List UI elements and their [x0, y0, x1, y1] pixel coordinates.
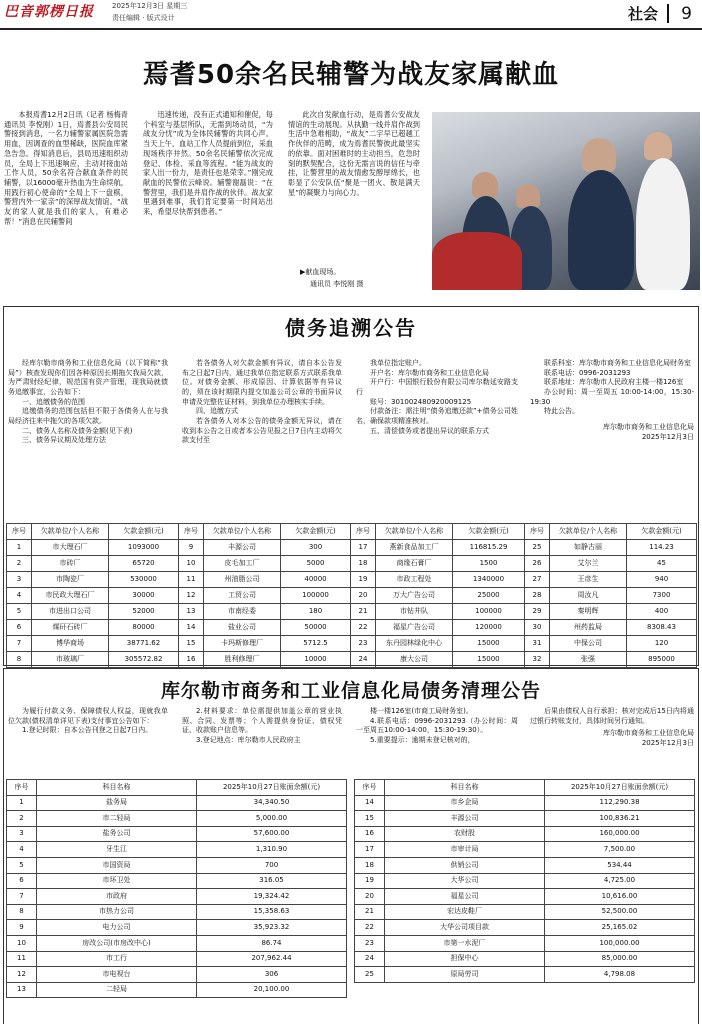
column-header: 序号: [355, 780, 385, 796]
notice2-column-1: [8, 707, 168, 775]
notice1-column-4: [530, 359, 694, 519]
notice-date: 2025年12月3日: [641, 432, 694, 441]
notice-paragraph: 1.登记时限：自本公告刊登之日起7日内。: [22, 726, 153, 735]
row-number: 13: [7, 982, 37, 998]
notice-paragraph: 五、清偿债务或者提出异议的联系方式: [370, 426, 489, 435]
row-number: 20: [351, 588, 376, 604]
debt-amount: 7300: [627, 588, 697, 604]
row-number: 26: [525, 556, 550, 572]
account-name: 市工行: [37, 951, 197, 967]
table-row: [7, 652, 697, 668]
debtor-name: 康大公司: [376, 652, 453, 668]
row-number: 17: [355, 842, 385, 858]
debtor-name: 市民政大理石厂: [32, 588, 109, 604]
account-name: 丰源公司: [385, 811, 545, 827]
row-number: 17: [351, 540, 376, 556]
row-number: 20: [355, 889, 385, 905]
notice-paragraph: 联系地址：库尔勒市人民政府主楼一楼126室: [544, 378, 684, 387]
row-number: 3: [7, 572, 32, 588]
notice-paragraph: 追缴债务的范围包括但不限于各债务人在与我局经济往来中拖欠的各项欠款。: [8, 407, 168, 425]
notice2-column-4: [530, 707, 694, 775]
notice-signature: 库尔勒市商务和工业信息化局: [603, 729, 694, 738]
balance-amount: 112,290.38: [545, 795, 695, 811]
table-row: [7, 873, 347, 889]
row-number: 28: [525, 588, 550, 604]
debt-amount: 15000: [453, 636, 525, 652]
account-name: 市环卫处: [37, 873, 197, 889]
debt-clearance-notice: [3, 668, 699, 1024]
debt-amount: 80000: [109, 620, 179, 636]
row-number: 27: [525, 572, 550, 588]
article-paragraph: 本报焉耆12月2日讯（记者 杨梅青 通讯员 李悦刚）1日，焉耆县公安局民警接到消息，一名力辅警家属医院急需用血，因调查的血型稀缺，医院血库紧急告急。得知消息后，县局迅速组织动员，全局上下迅速响应，主动对接血站工作人员，50余名符合献血条件的民辅警，以16000毫升热血为生命续航，用践行初心使命的“全局上下一盘棋，警营内外一家亲”的深厚战友情谊。“战友的家人就是我们的家人，有难必帮！”消息在民辅警间: [4, 110, 128, 226]
row-number: 8: [7, 904, 37, 920]
column-header: 欠款金额(元): [453, 524, 525, 540]
row-number: 2: [7, 811, 37, 827]
row-number: 4: [7, 842, 37, 858]
debtor-name: 如静古丽: [550, 540, 627, 556]
balance-amount: 534.44: [545, 857, 695, 873]
account-name: 原局劳司: [385, 967, 545, 983]
balance-amount: 57,600.00: [197, 826, 347, 842]
notice-signature: 库尔勒市商务和工业信息化局: [603, 422, 694, 431]
row-number: 22: [355, 920, 385, 936]
column-header: 欠款单位/个人名称: [550, 524, 627, 540]
balance-amount: 306: [197, 967, 347, 983]
notice-paragraph: 楼一楼126室(市商工局财务室)。: [370, 707, 473, 715]
debt-table: [6, 523, 697, 668]
article-paragraph: 迅速传递，没有正式通知和催促，每个科室与基层所队，无需到场动员，“为战友分忧”成为全体民辅警的共同心声。当天上午，血站工作人员提前到位，采血现场秩序井然。50余名民辅警依次完成登记、体检、采血等流程。“能为战友的家人出一份力，是责任也是荣幸。”刚完成献血的民警依云峰说。辅警谢磊说：“在警营里，我们是并肩作战的伙伴。战友家里遇到难事，我们肯定要第一时间站出来，希望尽快帮到患者。”: [143, 110, 273, 217]
table-header-row: [7, 780, 347, 796]
balance-amount: 5,000.00: [197, 811, 347, 827]
article-column-2: [143, 110, 273, 305]
debt-amount: 120: [627, 636, 697, 652]
column-header: 2025年10月27日账面余额(元): [197, 780, 347, 796]
debtor-name: 王彦生: [550, 572, 627, 588]
account-name: 担保中心: [385, 951, 545, 967]
notice-paragraph: 我单位指定账户。: [370, 359, 426, 367]
debt-amount: 8308.43: [627, 620, 697, 636]
debtor-name: 市南经委: [204, 604, 281, 620]
row-number: 18: [351, 556, 376, 572]
table-row: [7, 811, 347, 827]
debtor-name: 商缘石膏厂: [376, 556, 453, 572]
debt-amount: 40000: [281, 572, 351, 588]
table-row: [355, 811, 695, 827]
row-number: 4: [7, 588, 32, 604]
account-name: 供销公司: [385, 857, 545, 873]
row-number: 25: [355, 967, 385, 983]
debt-amount: 116815.29: [453, 540, 525, 556]
debtor-name: 卡玛斯修理厂: [204, 636, 281, 652]
balance-amount: 52,500.00: [545, 904, 695, 920]
account-name: 盐务公司: [37, 826, 197, 842]
balance-amount: 15,358.63: [197, 904, 347, 920]
table-row: [355, 842, 695, 858]
photo-figure: [636, 158, 690, 290]
row-number: 12: [7, 967, 37, 983]
notice-paragraph: 5.重要提示：逾期未登记核对的，: [370, 735, 475, 744]
balance-amount: 1,310.90: [197, 842, 347, 858]
row-number: 23: [351, 636, 376, 652]
debtor-name: 市陶瓷厂: [32, 572, 109, 588]
notice-paragraph: 为履行付款义务、保障债权人权益，现就我单位欠款(债权清单详见下表)支付事宜公告如下：: [8, 707, 168, 725]
debtor-name: 煤矸石砖厂: [32, 620, 109, 636]
debtor-name: 秦明辉: [550, 604, 627, 620]
debtor-name: 州药监局: [550, 620, 627, 636]
account-name: 市政府: [37, 889, 197, 905]
debtor-name: 东丹园林绿化中心: [376, 636, 453, 652]
photo-figure: [582, 138, 616, 172]
row-number: 2: [7, 556, 32, 572]
account-name: 盐务局: [37, 795, 197, 811]
table-row: [7, 935, 347, 951]
column-header: 科目名称: [37, 780, 197, 796]
balance-amount: 4,798.08: [545, 967, 695, 983]
table-row: [7, 982, 347, 998]
debtor-name: 盐业公司: [204, 620, 281, 636]
row-number: 13: [179, 604, 204, 620]
account-name: 市二轻局: [37, 811, 197, 827]
column-header: 欠款单位/个人名称: [204, 524, 281, 540]
column-header: 欠款金额(元): [281, 524, 351, 540]
debt-amount: 65720: [109, 556, 179, 572]
row-number: 18: [355, 857, 385, 873]
notice-title: 库尔勒市商务和工业信息化局债务清理公告: [160, 680, 541, 702]
debt-amount: 400: [627, 604, 697, 620]
row-number: 14: [355, 795, 385, 811]
table-row: [355, 826, 695, 842]
notice-paragraph: 开户名：库尔勒市商务和工业信息化局: [370, 368, 489, 377]
column-header: 序号: [7, 780, 37, 796]
debt-amount: 940: [627, 572, 697, 588]
table-row: [7, 967, 347, 983]
table-row: [7, 826, 347, 842]
account-name: 二轻局: [37, 982, 197, 998]
debtor-name: 州油脂公司: [204, 572, 281, 588]
account-name: 大华公司: [385, 873, 545, 889]
row-number: 1: [7, 540, 32, 556]
debt-amount: 114.23: [627, 540, 697, 556]
photo-figure: [432, 232, 522, 290]
balance-amount: 100,000.00: [545, 935, 695, 951]
issue-date: 2025年12月3日 星期三: [112, 2, 188, 10]
row-number: 31: [525, 636, 550, 652]
table-row: [355, 951, 695, 967]
debt-amount: 50000: [281, 620, 351, 636]
balance-amount: 160,000.00: [545, 826, 695, 842]
table-row: [7, 572, 697, 588]
debtor-name: 市玻璃厂: [32, 652, 109, 668]
balance-amount: 85,000.00: [545, 951, 695, 967]
debt-amount: 1093000: [109, 540, 179, 556]
article-headline: 焉耆50余名民辅警为战友家属献血: [142, 60, 560, 90]
photo-figure: [568, 170, 634, 290]
column-header: 序号: [7, 524, 32, 540]
debtor-name: 市政工程处: [376, 572, 453, 588]
debtor-name: 燕新食品加工厂: [376, 540, 453, 556]
notice-paragraph: 3.登记地点：库尔勒市人民政府主: [196, 735, 301, 744]
row-number: 21: [355, 904, 385, 920]
row-number: 3: [7, 826, 37, 842]
account-name: 市审计局: [385, 842, 545, 858]
table-row: [7, 889, 347, 905]
row-number: 15: [179, 636, 204, 652]
balance-amount: 20,100.00: [197, 982, 347, 998]
table-row: [355, 935, 695, 951]
row-number: 8: [7, 652, 32, 668]
debt-amount: 100000: [453, 604, 525, 620]
account-name: 大华公司项目款: [385, 920, 545, 936]
notice-paragraph: 若各债务人对欠款金额有异议，请自本公告发布之日起7日内，通过我单位指定联系方式联系我单位。对债务金额、形成原因、计算依据等有异议的，须在该时期限内提交加盖公司公章的书面异议申请及完整佐证材料，到我单位办理核实手续。: [182, 359, 342, 406]
table-row: [7, 857, 347, 873]
row-number: 9: [7, 920, 37, 936]
column-header: 欠款单位/个人名称: [32, 524, 109, 540]
notice-paragraph: 三、债务异议期及处理方法: [22, 436, 106, 445]
balance-amount: 7,500.00: [545, 842, 695, 858]
photo-caption: ▶献血现场。: [300, 268, 341, 276]
notice-date: 2025年12月3日: [641, 738, 694, 747]
notice2-column-2: [182, 707, 342, 775]
row-number: 21: [351, 604, 376, 620]
debtor-name: 皮毛加工厂: [204, 556, 281, 572]
photo-figure: [472, 172, 498, 198]
row-number: 6: [7, 873, 37, 889]
notice-paragraph: 账号：301002480920009125: [370, 397, 472, 406]
table-row: [7, 540, 697, 556]
account-name: 市国资局: [37, 857, 197, 873]
row-number: 19: [351, 572, 376, 588]
debt-amount: 1500: [453, 556, 525, 572]
balance-table-right: [354, 779, 695, 983]
table-row: [355, 873, 695, 889]
balance-amount: 4,725.00: [545, 873, 695, 889]
debt-recovery-notice: [3, 306, 699, 666]
debt-amount: 30000: [109, 588, 179, 604]
debtor-name: 市砖厂: [32, 556, 109, 572]
notice-paragraph: 2.材料要求：单位需提供加盖公章的营业执照、合同、发票等；个人需提供身份证、债权凭证、收款账户信息等。: [182, 707, 342, 735]
table-row: [355, 889, 695, 905]
row-number: 1: [7, 795, 37, 811]
article-column-3: [288, 110, 420, 260]
column-header: 科目名称: [385, 780, 545, 796]
notice-paragraph: 4.联系电话：0996-2031293（办公时间：周一至周五10:00-14:00，15:30-19:30）。: [356, 716, 518, 735]
debt-amount: 305572.82: [109, 652, 179, 668]
row-number: 9: [179, 540, 204, 556]
notice-paragraph: 付款备注：需注明“债务追缴还款”+债务公司姓名，确保款项精准核对。: [356, 407, 518, 425]
notice-paragraph: 经库尔勒市商务和工业信息化局（以下简称“我局”）核查发现你们因各种原因长期拖欠我局欠款，为严肃财经纪律，规范国有资产管理，现我局就债务追缴事宜，公告如下：: [8, 359, 168, 396]
article-body: [0, 110, 430, 305]
table-row: [7, 556, 697, 572]
table-row: [7, 951, 347, 967]
debtor-name: 博华商场: [32, 636, 109, 652]
row-number: 16: [355, 826, 385, 842]
row-number: 24: [355, 951, 385, 967]
account-name: 市乡企局: [385, 795, 545, 811]
notice1-column-2: [182, 359, 342, 519]
table-row: [355, 904, 695, 920]
balance-amount: 35,923.32: [197, 920, 347, 936]
account-name: 福星公司: [385, 889, 545, 905]
row-number: 12: [179, 588, 204, 604]
account-name: 宏达皮鞋厂: [385, 904, 545, 920]
debt-amount: 5000: [281, 556, 351, 572]
row-number: 11: [7, 951, 37, 967]
column-header: 欠款单位/个人名称: [376, 524, 453, 540]
balance-amount: 207,962.44: [197, 951, 347, 967]
row-number: 32: [525, 652, 550, 668]
balance-amount: 700: [197, 857, 347, 873]
notice-paragraph: 联系科室：库尔勒市商务和工业信息化局财务室: [544, 359, 691, 367]
notice-paragraph: 办公时间：周一至周五 10:00-14:00，15:30-19:30: [530, 387, 694, 406]
debtor-name: 福星广告公司: [376, 620, 453, 636]
column-header: 2025年10月27日账面余额(元): [545, 780, 695, 796]
notice1-column-1: [8, 359, 168, 519]
notice-title: 债务追溯公告: [285, 316, 417, 340]
debtor-name: 丰源公司: [204, 540, 281, 556]
editor-line: 责任编辑 · 版式设计: [112, 14, 175, 22]
debtor-name: 周汝凡: [550, 588, 627, 604]
account-name: 市第一水泥厂: [385, 935, 545, 951]
row-number: 5: [7, 604, 32, 620]
table-row: [355, 967, 695, 983]
debtor-name: 工贸公司: [204, 588, 281, 604]
row-number: 29: [525, 604, 550, 620]
table-row: [7, 842, 347, 858]
debtor-name: 中保公司: [550, 636, 627, 652]
photo-figure: [516, 184, 540, 208]
account-name: 牙生江: [37, 842, 197, 858]
notice2-column-3: [356, 707, 518, 775]
article-paragraph: 此次自发献血行动，是焉耆公安战友情谊的生动展现。从执勤一线并肩作战到生活中急难相助，“战友”二字早已超越工作伙伴的范畴，成为焉耆民警彼此最坚实的依靠。面对困难时的主动担当，危急时刻的默契配合，这份无需言说的信任与牵挂，让警营里的战友情愈发醇厚绵长，也彰显了公安队伍“聚是一团火、散是满天星”的凝聚力与向心力。: [288, 110, 420, 197]
row-number: 14: [179, 620, 204, 636]
table-row: [355, 857, 695, 873]
page-number: 9: [681, 4, 692, 24]
debt-amount: 180: [281, 604, 351, 620]
debt-amount: 10000: [281, 652, 351, 668]
row-number: 10: [7, 935, 37, 951]
table-header-row: [355, 780, 695, 796]
debtor-name: 艾尔兰: [550, 556, 627, 572]
notice-paragraph: 联系电话：0996-2031293: [544, 368, 631, 377]
balance-amount: 19,324.42: [197, 889, 347, 905]
balance-amount: 86.74: [197, 935, 347, 951]
section-name: 社会: [627, 5, 658, 23]
row-number: 23: [355, 935, 385, 951]
debt-amount: 100000: [281, 588, 351, 604]
debt-amount: 895000: [627, 652, 697, 668]
account-name: 市电视台: [37, 967, 197, 983]
notice-paragraph: 若各债务人对本公告的债务金额无异议，请在收到本公告之日或者本公告见报之日7日内主动将欠款支付至: [182, 416, 342, 445]
balance-amount: 100,836.21: [545, 811, 695, 827]
balance-amount: 34,340.50: [197, 795, 347, 811]
notice1-column-3: [356, 359, 518, 519]
account-name: 房改公司(市房改中心): [37, 935, 197, 951]
row-number: 6: [7, 620, 32, 636]
table-row: [355, 795, 695, 811]
table-header-row: [7, 524, 697, 540]
debt-amount: 45: [627, 556, 697, 572]
table-row: [7, 604, 697, 620]
column-header: 欠款金额(元): [109, 524, 179, 540]
row-number: 7: [7, 636, 32, 652]
debt-amount: 530000: [109, 572, 179, 588]
debt-amount: 5712.5: [281, 636, 351, 652]
photo-figure: [644, 132, 672, 160]
row-number: 16: [179, 652, 204, 668]
account-name: 电力公司: [37, 920, 197, 936]
table-row: [7, 920, 347, 936]
balance-amount: 10,616.00: [545, 889, 695, 905]
column-header: 序号: [179, 524, 204, 540]
row-number: 7: [7, 889, 37, 905]
table-row: [355, 920, 695, 936]
row-number: 25: [525, 540, 550, 556]
table-row: [7, 588, 697, 604]
notice-paragraph: 一、追缴债务的范围: [22, 397, 85, 406]
debt-amount: 15000: [453, 652, 525, 668]
row-number: 30: [525, 620, 550, 636]
row-number: 24: [351, 652, 376, 668]
article-column-1: [4, 110, 128, 305]
balance-amount: 25,165.02: [545, 920, 695, 936]
debt-amount: 1340000: [453, 572, 525, 588]
debtor-name: 张强: [550, 652, 627, 668]
row-number: 10: [179, 556, 204, 572]
debt-amount: 120000: [453, 620, 525, 636]
row-number: 11: [179, 572, 204, 588]
notice-paragraph: 特此公告。: [544, 407, 579, 416]
debt-amount: 38771.62: [109, 636, 179, 652]
row-number: 15: [355, 811, 385, 827]
balance-amount: 316.05: [197, 873, 347, 889]
debtor-name: 市大理石厂: [32, 540, 109, 556]
debtor-name: 市钻井队: [376, 604, 453, 620]
photo-credit: 通讯员 李悦刚 摄: [310, 280, 364, 288]
news-photo: [432, 112, 700, 290]
balance-table-left: [6, 779, 347, 998]
notice-paragraph: 四、追缴方式: [196, 407, 238, 416]
paper-logo: 巴音郭楞日报: [4, 4, 94, 20]
notice-paragraph: 开户行：中国银行股份有限公司库尔勒延安路支行: [356, 378, 518, 396]
table-row: [7, 636, 697, 652]
debtor-name: 市进出口公司: [32, 604, 109, 620]
debt-amount: 300: [281, 540, 351, 556]
account-name: 市热力公司: [37, 904, 197, 920]
column-header: 序号: [351, 524, 376, 540]
table-row: [7, 795, 347, 811]
row-number: 5: [7, 857, 37, 873]
notice-paragraph: 二、债务人名称及债务金额(见下表): [22, 426, 133, 435]
debt-amount: 52000: [109, 604, 179, 620]
row-number: 19: [355, 873, 385, 889]
column-header: 序号: [525, 524, 550, 540]
table-row: [7, 904, 347, 920]
account-name: 农财股: [385, 826, 545, 842]
row-number: 22: [351, 620, 376, 636]
debt-amount: 25000: [453, 588, 525, 604]
table-row: [7, 620, 697, 636]
notice-paragraph: 后果由债权人自行承担；核对完成后15日内将通过银行转账支付，具体时间另行通知。: [530, 707, 694, 725]
debtor-name: 胜利修理厂: [204, 652, 281, 668]
column-header: 欠款金额(元): [627, 524, 697, 540]
masthead-divider: [667, 4, 669, 23]
masthead: [0, 0, 702, 30]
debtor-name: 万大广告公司: [376, 588, 453, 604]
